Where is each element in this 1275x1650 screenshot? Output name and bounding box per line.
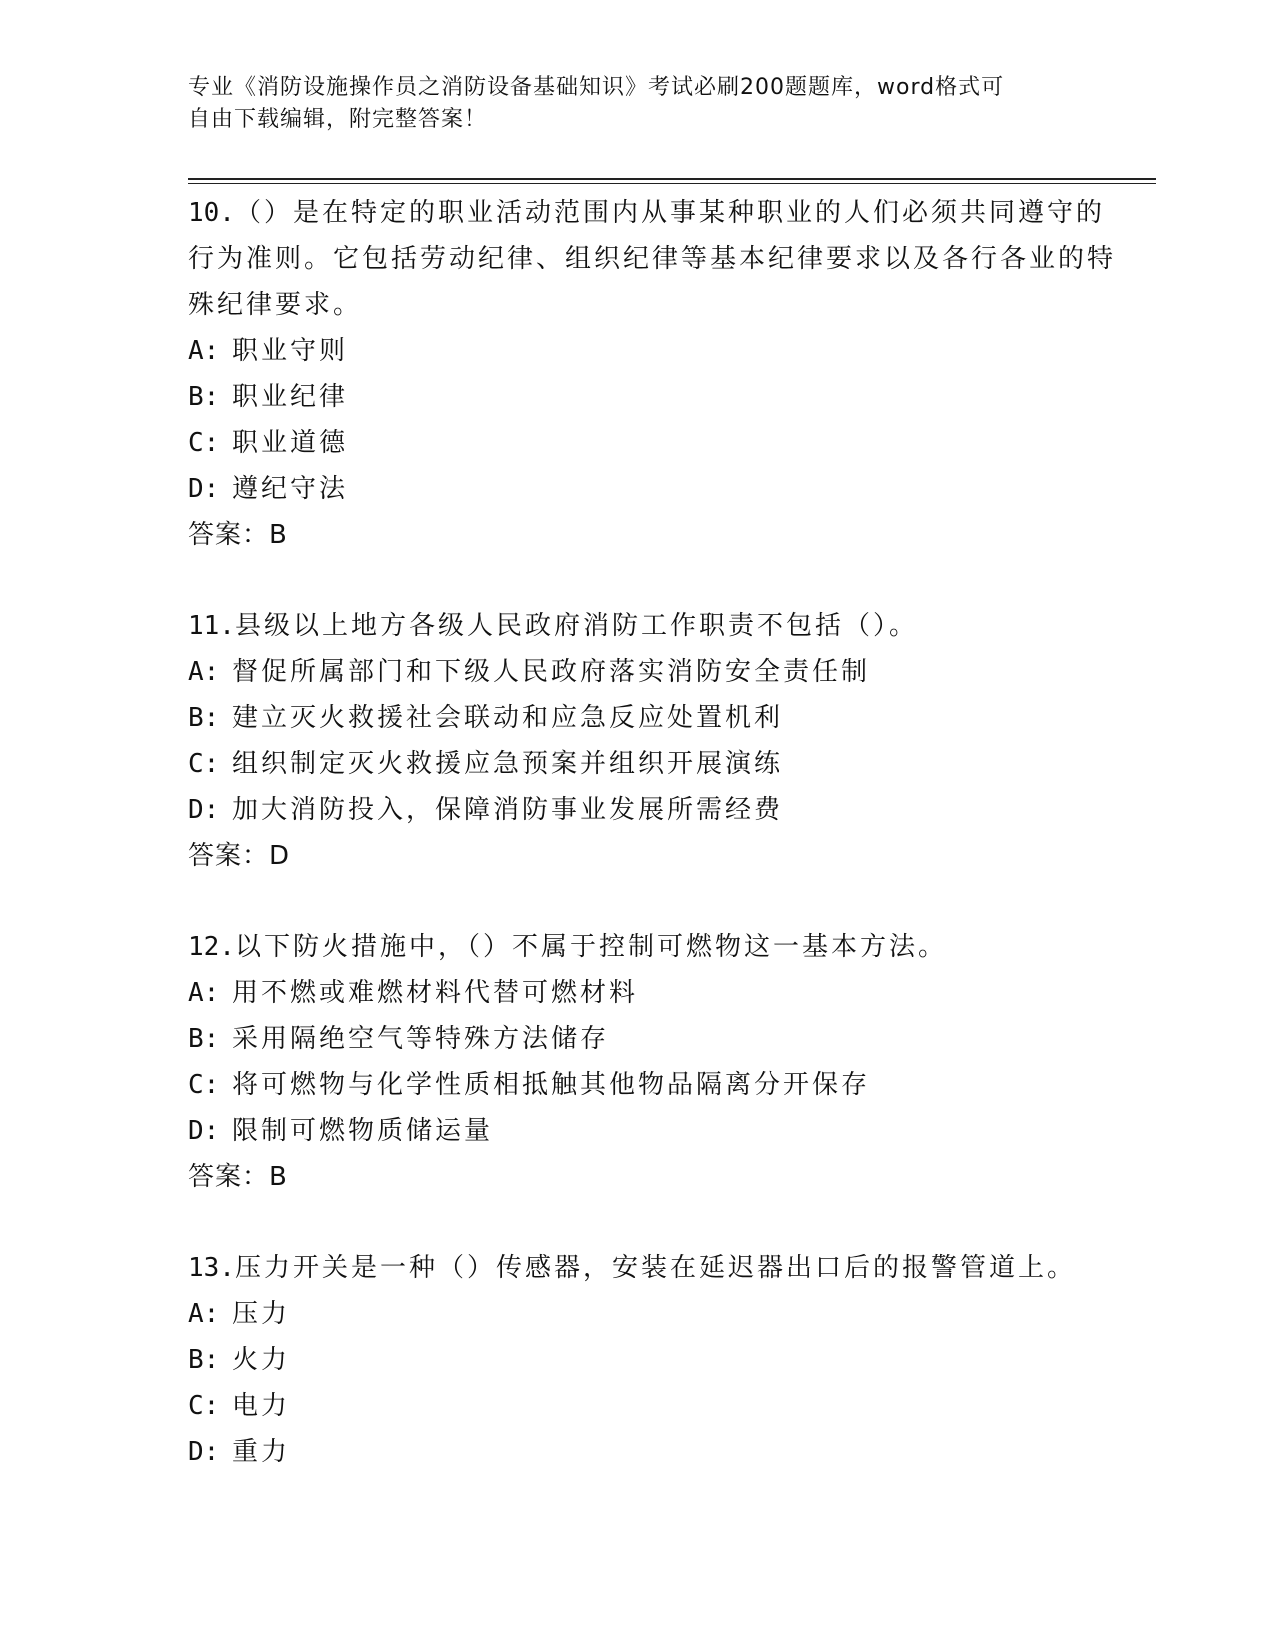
option-text: 职业纪律	[232, 382, 349, 412]
option-a	[188, 649, 1128, 695]
question-13	[188, 1245, 1128, 1475]
question-text: 以下防火措施中，（）不属于控制可燃物这一基本方法。	[234, 932, 947, 962]
option-d	[188, 787, 1128, 833]
option-text: 采用隔绝空气等特殊方法储存	[232, 1024, 610, 1054]
option-letter: B:	[188, 1024, 220, 1054]
option-a	[188, 970, 1128, 1016]
question-list	[188, 190, 1128, 1520]
question-stem	[188, 924, 1128, 970]
option-b	[188, 1016, 1128, 1062]
answer-line: 答案：B	[188, 520, 288, 550]
question-text: 县级以上地方各级人民政府消防工作职责不包括（）。	[234, 611, 918, 641]
option-c	[188, 1062, 1128, 1108]
option-letter: A:	[188, 657, 220, 687]
option-d	[188, 1108, 1128, 1154]
option-letter: C:	[188, 1070, 220, 1100]
option-letter: B:	[188, 1345, 220, 1375]
option-b	[188, 695, 1128, 741]
question-text: 压力开关是一种（）传感器，安装在延迟器出口后的报警管道上。	[234, 1253, 1076, 1283]
option-b	[188, 374, 1128, 420]
question-number: 12.	[188, 932, 235, 962]
answer-line: 答案：B	[188, 1162, 288, 1192]
option-text: 将可燃物与化学性质相抵触其他物品隔离分开保存	[232, 1070, 871, 1100]
option-text: 电力	[232, 1391, 291, 1421]
option-text: 压力	[232, 1299, 291, 1329]
option-d	[188, 466, 1128, 512]
option-letter: D:	[188, 474, 220, 504]
option-letter: B:	[188, 703, 220, 733]
question-stem	[188, 1245, 1128, 1291]
option-letter: C:	[188, 749, 220, 779]
option-text: 遵纪守法	[232, 474, 349, 504]
option-c	[188, 420, 1128, 466]
question-stem	[188, 190, 1128, 328]
option-b	[188, 1337, 1128, 1383]
option-text: 加大消防投入，保障消防事业发展所需经费	[232, 795, 784, 825]
option-text: 职业守则	[232, 336, 349, 366]
question-11	[188, 603, 1128, 879]
option-a	[188, 1291, 1128, 1337]
option-text: 督促所属部门和下级人民政府落实消防安全责任制	[232, 657, 871, 687]
option-text: 限制可燃物质储运量	[232, 1116, 494, 1146]
question-number: 11.	[188, 611, 235, 641]
option-letter: D:	[188, 1116, 220, 1146]
option-letter: A:	[188, 336, 220, 366]
option-text: 建立灭火救援社会联动和应急反应处置机利	[232, 703, 784, 733]
option-a	[188, 328, 1128, 374]
answer-line: 答案：D	[188, 841, 291, 871]
option-c	[188, 1383, 1128, 1429]
option-letter: C:	[188, 428, 220, 458]
option-text: 组织制定灭火救援应急预案并组织开展演练	[232, 749, 784, 779]
option-letter: C:	[188, 1391, 220, 1421]
question-stem	[188, 603, 1128, 649]
option-text: 职业道德	[232, 428, 349, 458]
option-letter: B:	[188, 382, 220, 412]
option-letter: D:	[188, 795, 220, 825]
option-letter: A:	[188, 978, 220, 1008]
option-letter: D:	[188, 1437, 220, 1467]
option-text: 火力	[232, 1345, 291, 1375]
option-c	[188, 741, 1128, 787]
question-text: （）是在特定的职业活动范围内从事某种职业的人们必须共同遵守的行为准则。它包括劳动纪律、组织纪律等基本纪律要求以及各行各业的特殊纪律要求。	[188, 198, 1117, 320]
question-10	[188, 190, 1128, 558]
question-12	[188, 924, 1128, 1200]
question-number: 10.	[188, 198, 235, 228]
header-divider	[188, 178, 1156, 184]
option-d	[188, 1429, 1128, 1475]
option-letter: A:	[188, 1299, 220, 1329]
option-text: 重力	[232, 1437, 291, 1467]
question-number: 13.	[188, 1253, 235, 1283]
document-header: 专业《消防设施操作员之消防设备基础知识》考试必刷200题题库，word格式可 自由下载编辑，附完整答案！	[188, 75, 1005, 132]
option-text: 用不燃或难燃材料代替可燃材料	[232, 978, 639, 1008]
